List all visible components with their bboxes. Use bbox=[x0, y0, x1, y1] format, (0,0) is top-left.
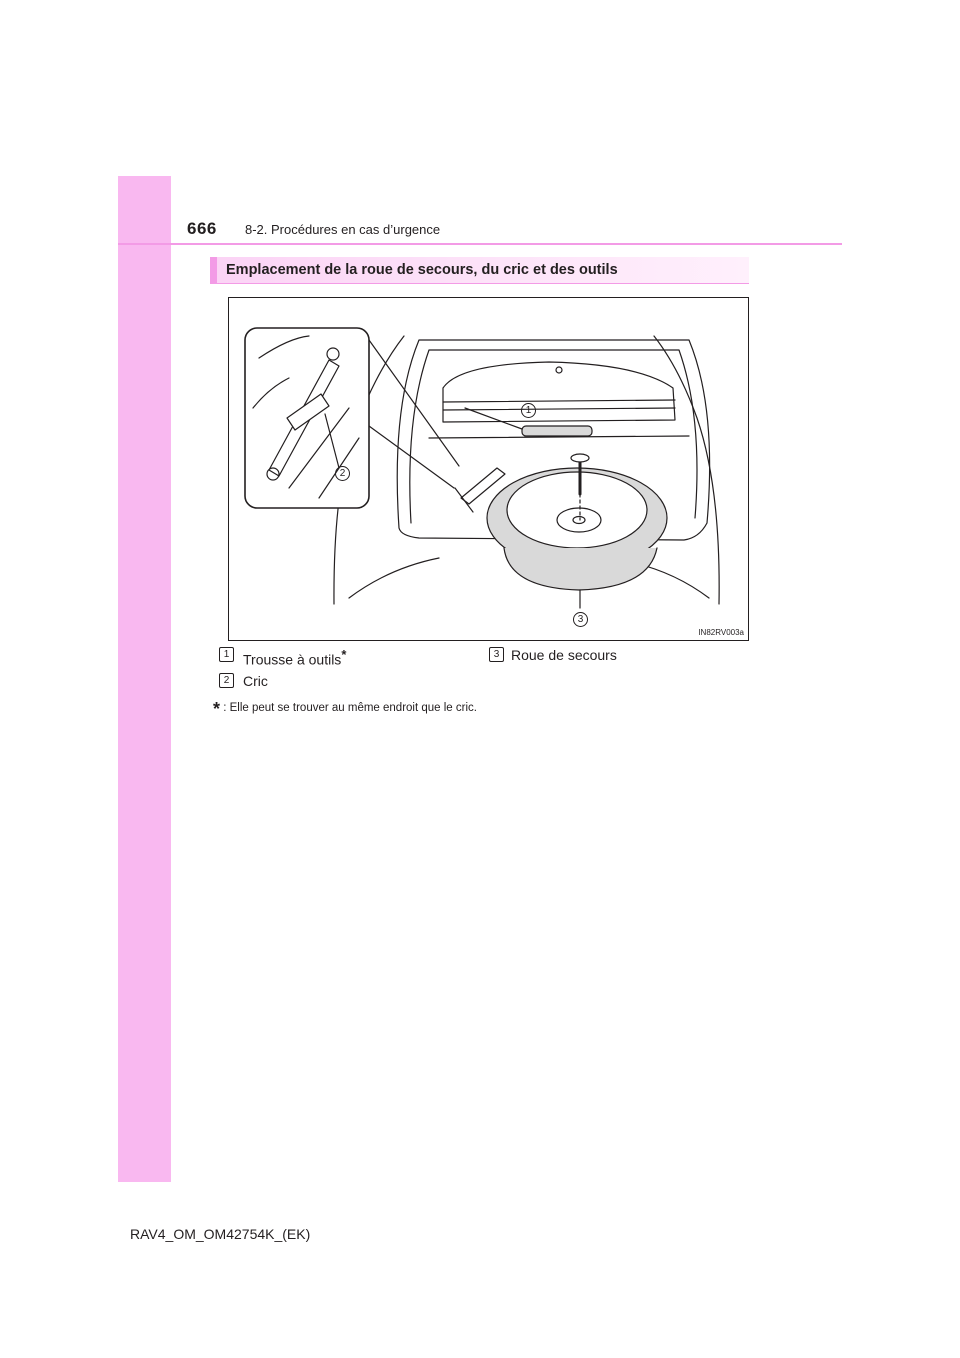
trunk-illustration bbox=[229, 298, 748, 640]
figure-callout-1: 1 bbox=[521, 403, 536, 418]
heading-accent bbox=[210, 257, 217, 283]
bumper-left bbox=[349, 558, 439, 598]
footnote-mark: * bbox=[213, 699, 221, 719]
legend-label-1 bbox=[243, 647, 346, 668]
header-rule bbox=[118, 243, 842, 245]
legend-label-2: Cric bbox=[243, 673, 268, 689]
figure-code: IN82RV003a bbox=[698, 628, 744, 637]
tool-kit bbox=[522, 426, 592, 436]
side-color-band bbox=[118, 176, 171, 1182]
legend-label-3: Roue de secours bbox=[511, 647, 617, 663]
zoom-line-top bbox=[369, 340, 459, 466]
legend-num-2: 2 bbox=[219, 673, 234, 688]
section-heading-bar bbox=[210, 257, 749, 284]
footnote bbox=[213, 699, 477, 720]
wheel-hub bbox=[557, 508, 601, 532]
legend-num-1: 1 bbox=[219, 647, 234, 662]
figure-frame bbox=[228, 297, 749, 641]
section-title: 8-2. Procédures en cas d’urgence bbox=[245, 222, 441, 237]
legend-text-1: Trousse à outils bbox=[243, 651, 342, 668]
footnote-text: : Elle peut se trouver au même endroit que le cric. bbox=[223, 702, 477, 714]
cover-knob bbox=[556, 367, 562, 373]
leader-1 bbox=[465, 408, 522, 429]
document-id: RAV4_OM_OM42754K_(EK) bbox=[130, 1226, 311, 1242]
section-heading: Emplacement de la roue de secours, du cric et des outils bbox=[226, 262, 618, 278]
figure-callout-3: 3 bbox=[573, 612, 588, 627]
page-number: 666 bbox=[187, 219, 217, 238]
legend-num-3: 3 bbox=[489, 647, 504, 662]
figure-callout-2: 2 bbox=[335, 466, 350, 481]
legend-mark-1: * bbox=[341, 647, 347, 662]
